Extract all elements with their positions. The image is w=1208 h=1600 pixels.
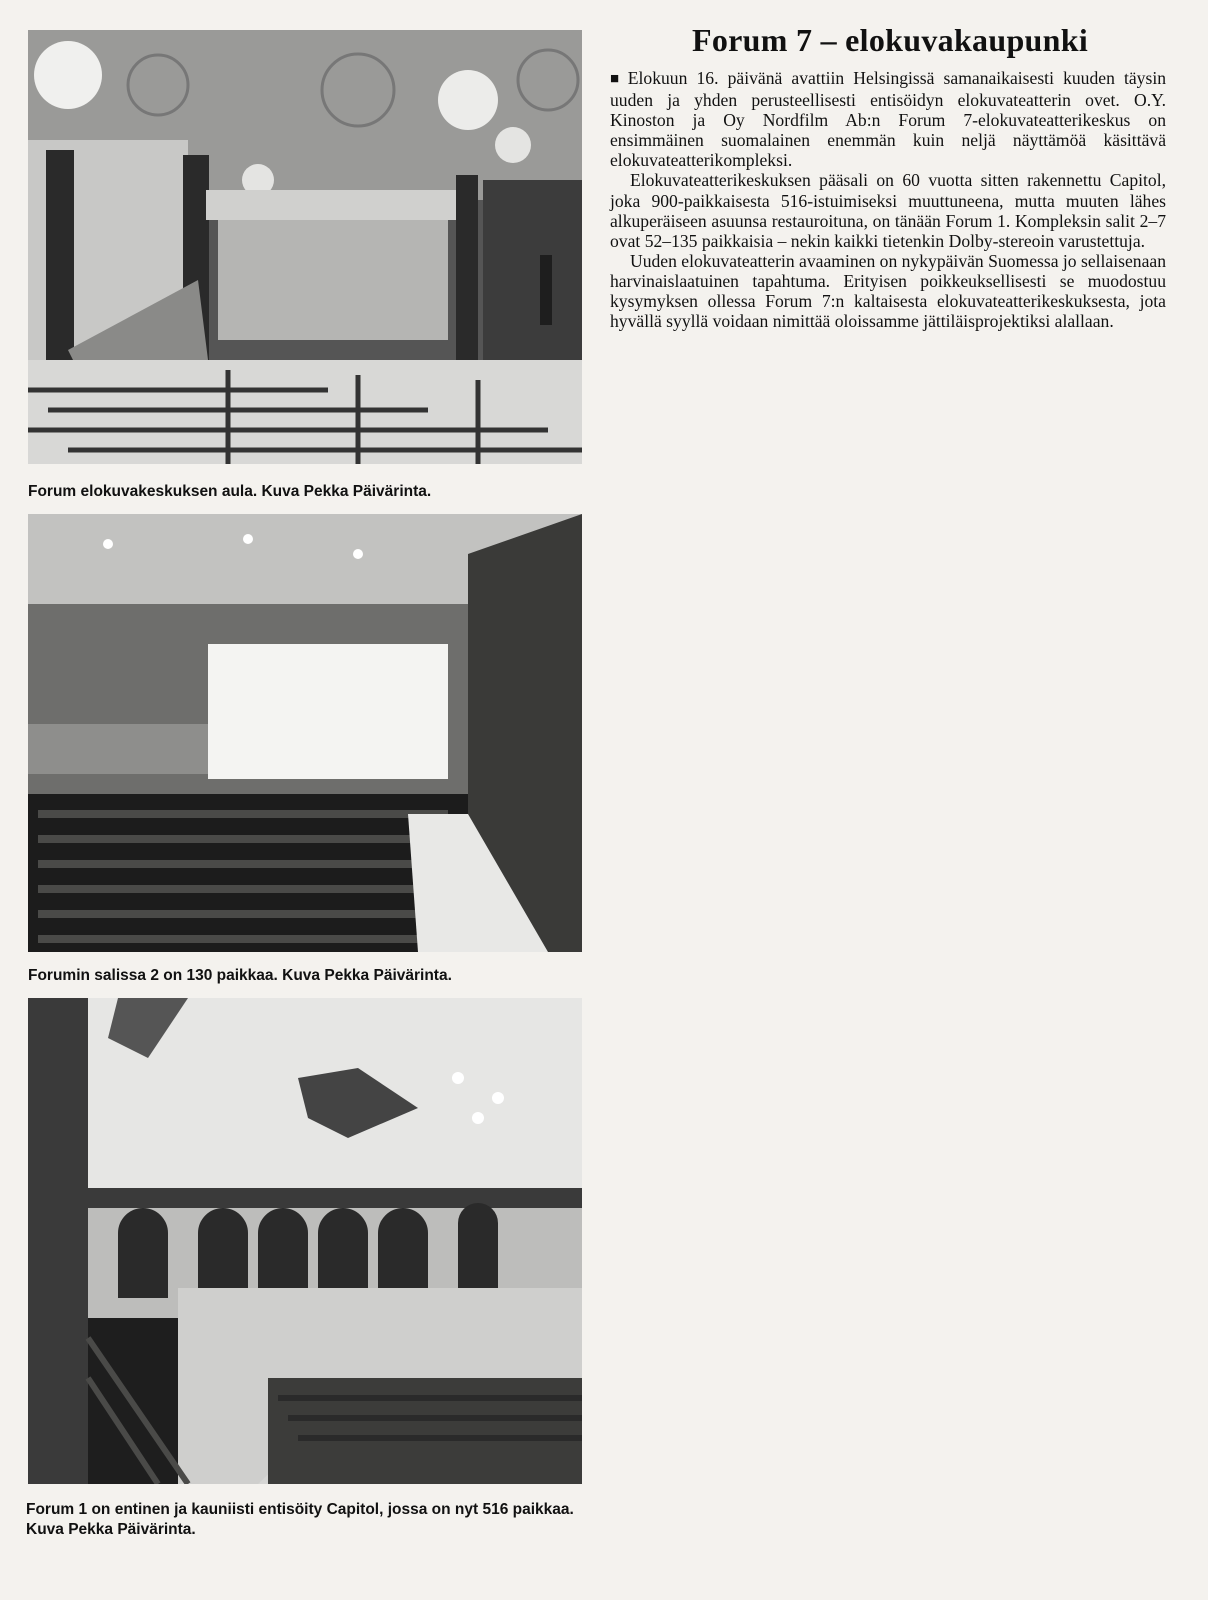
hall2-photo [28, 514, 582, 952]
article-body [610, 68, 1166, 331]
hall2-caption: Forumin salissa 2 on 130 paikkaa. Kuva Pekka Päivärinta. [28, 967, 452, 984]
article-paragraph-3: Uuden elokuvateatterin avaaminen on nykypäivän Suomessa jo sellaisenaan harvinaislaatuinen tapahtuma. Erityisen poikkeuksellisesti se muodostuu kysymyksen ollessa Forum 7:n kaltaisesta elokuvateatterikeskuksesta, jota hyvällä syyllä voidaan nimittää oloissamme jättiläisprojektiksi alallaan. [610, 250, 1166, 332]
article-paragraph-1 [610, 68, 1166, 170]
article-paragraph-2: Elokuvateatterikeskuksen pääsali on 60 vuotta sitten rakennettu Capitol, joka 900-paikkaisesta 516-istuimiseksi muuttuneena, mutta muuten lähes alkuperäiseen asuunsa restauroituna, on tänään Forum 1. Kompleksin salit 2–7 ovat 52–135 paikkaisia – nekin kaikki tietenkin Dolby-stereoin varustettuja. [610, 170, 1166, 251]
paragraph-1-text: Elokuun 16. päivänä avattiin Helsingissä samanaikaisesti kuuden täysin uuden ja yhden perusteellisesti entisöidyn elokuvateatterin ovet. O.Y. Kinoston ja Oy Nordfilm Ab:n Forum 7-elokuvateatterikeskus on ensimmäinen suomalainen enemmän kuin neljä näyttämöä käsittävä elokuvateatterikompleksi. [610, 68, 1166, 171]
bullet-square-icon: ■ [610, 71, 624, 87]
lobby-photo [28, 30, 582, 464]
hall1-caption: Forum 1 on entinen ja kauniisti entisöity Capitol, jossa on nyt 516 paikkaa. Kuva Pekka Päivärinta. [26, 1501, 574, 1538]
article-title: Forum 7 – elokuvakaupunki [691, 22, 1089, 58]
lobby-caption: Forum elokuvakeskuksen aula. Kuva Pekka Päivärinta. [28, 483, 432, 500]
hall1-photo [28, 998, 582, 1484]
